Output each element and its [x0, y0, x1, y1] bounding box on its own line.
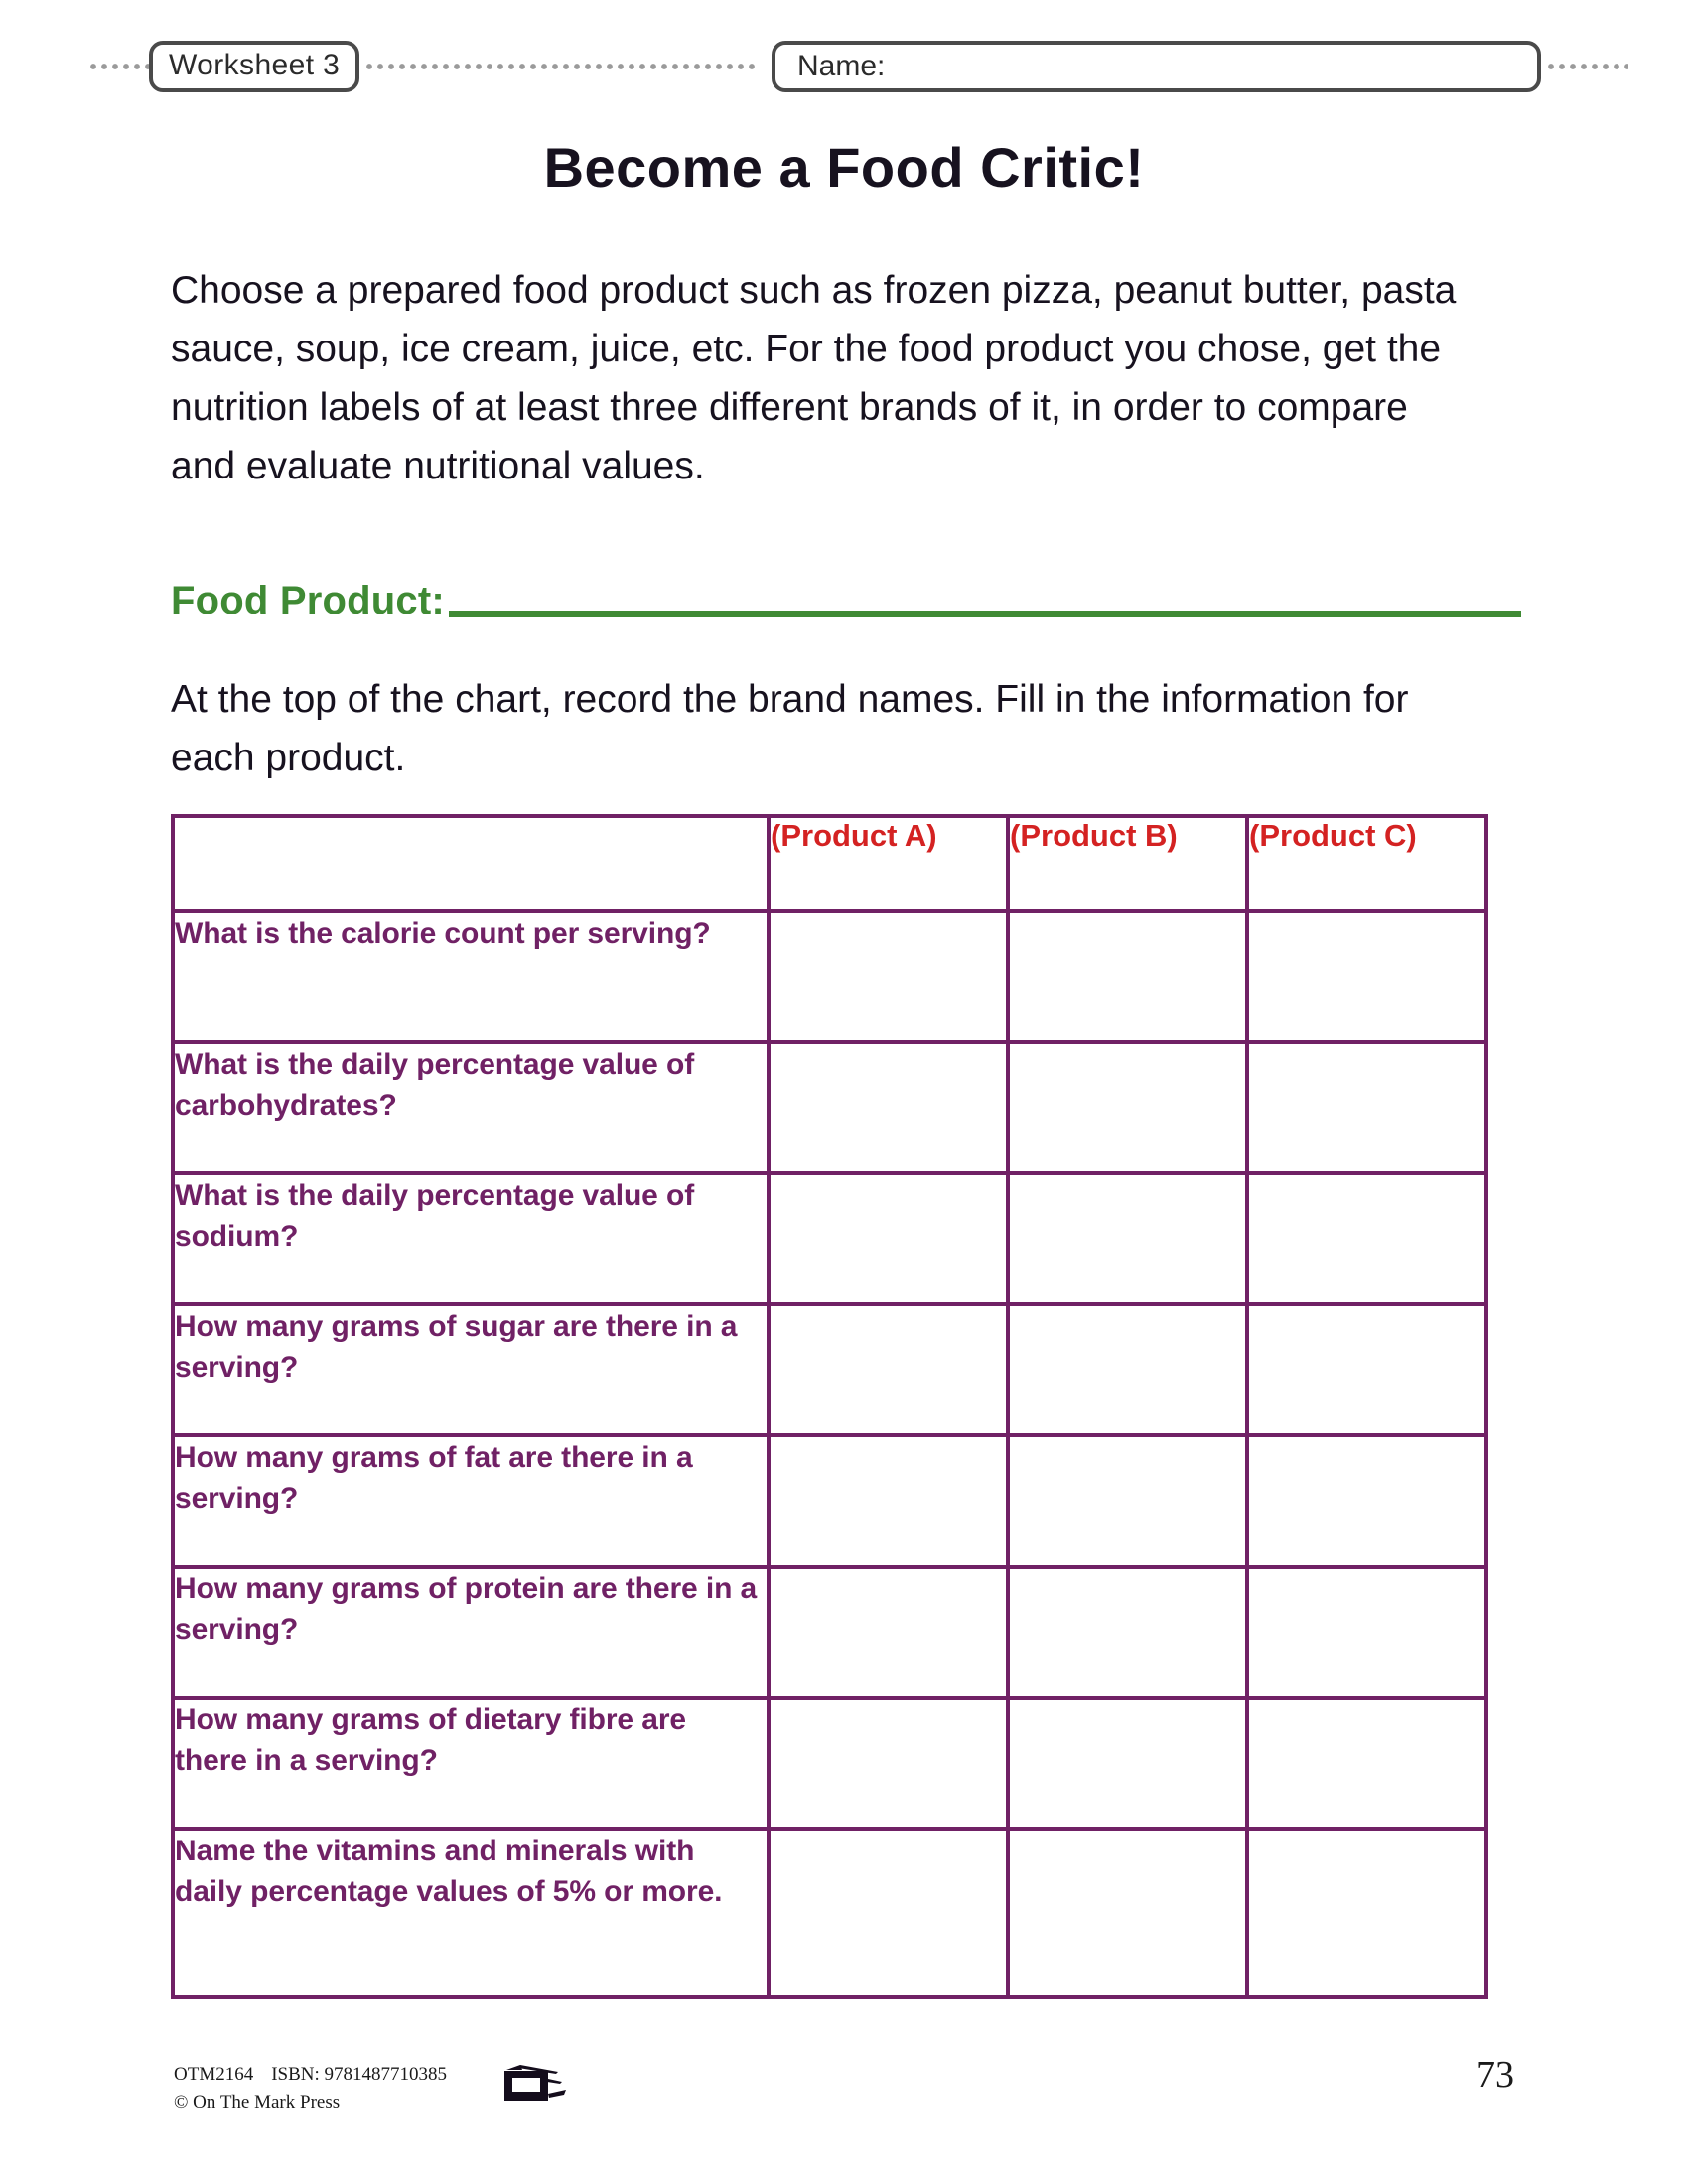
answer-cell-product-a[interactable] [769, 1173, 1008, 1304]
dotted-rule-right [1547, 63, 1628, 70]
row-question: Name the vitamins and minerals with daily percentage values of 5% or more. [173, 1829, 769, 1997]
table-row [173, 1567, 1486, 1698]
answer-cell-product-a[interactable] [769, 911, 1008, 1042]
table-header-row [173, 816, 1486, 911]
table-row [173, 1435, 1486, 1567]
footer-isbn: ISBN: 9781487710385 [271, 2064, 448, 2085]
table-row [173, 1042, 1486, 1173]
row-question: What is the calorie count per serving? [173, 911, 769, 1042]
footer-product-code: OTM2164 [174, 2064, 254, 2085]
answer-cell-product-c[interactable] [1247, 1829, 1486, 1997]
answer-cell-product-a[interactable] [769, 1567, 1008, 1698]
intro-paragraph: Choose a prepared food product such as frozen pizza, peanut butter, pasta sauce, soup, ice cream, juice, etc. For the food product you chose, get the nutrition labels of at least three different brands of it, in order to compare and evaluate nutritional values. [171, 269, 1457, 487]
row-question: How many grams of fat are there in a serving? [173, 1435, 769, 1567]
page-number: 73 [1477, 2054, 1514, 2096]
table-row [173, 1173, 1486, 1304]
dotted-rule-left [89, 63, 149, 70]
footer-copyright: © On The Mark Press [174, 2092, 341, 2113]
answer-cell-product-b[interactable] [1008, 1435, 1247, 1567]
dotted-rule-middle [365, 63, 760, 70]
answer-cell-product-b[interactable] [1008, 1567, 1247, 1698]
column-header-product-c: (Product C) [1247, 816, 1486, 911]
answer-cell-product-a[interactable] [769, 1829, 1008, 1997]
table-row [173, 911, 1486, 1042]
answer-cell-product-c[interactable] [1247, 1567, 1486, 1698]
answer-cell-product-c[interactable] [1247, 1304, 1486, 1435]
answer-cell-product-a[interactable] [769, 1698, 1008, 1829]
column-header-product-b: (Product B) [1008, 816, 1247, 911]
row-question: What is the daily percentage value of sodium? [173, 1173, 769, 1304]
name-field[interactable] [772, 41, 1541, 92]
answer-cell-product-a[interactable] [769, 1304, 1008, 1435]
answer-cell-product-a[interactable] [769, 1435, 1008, 1567]
column-header-question [173, 816, 769, 911]
on-the-mark-press-logo-icon [496, 2061, 568, 2109]
page-title: Become a Food Critic! [543, 136, 1145, 199]
answer-cell-product-c[interactable] [1247, 911, 1486, 1042]
row-question: How many grams of protein are there in a serving? [173, 1567, 769, 1698]
answer-cell-product-c[interactable] [1247, 1698, 1486, 1829]
answer-cell-product-b[interactable] [1008, 911, 1247, 1042]
answer-cell-product-b[interactable] [1008, 1042, 1247, 1173]
answer-cell-product-c[interactable] [1247, 1042, 1486, 1173]
worksheet-number-badge: Worksheet 3 [149, 41, 359, 93]
row-question: How many grams of dietary fibre are there in a serving? [173, 1698, 769, 1829]
nutrition-comparison-table [171, 814, 1488, 1999]
answer-cell-product-a[interactable] [769, 1042, 1008, 1173]
food-product-label: Food Product: [171, 579, 445, 622]
answer-cell-product-b[interactable] [1008, 1173, 1247, 1304]
answer-cell-product-c[interactable] [1247, 1435, 1486, 1567]
food-product-row [171, 579, 1521, 623]
row-question: How many grams of sugar are there in a serving? [173, 1304, 769, 1435]
answer-cell-product-b[interactable] [1008, 1829, 1247, 1997]
food-product-write-line[interactable] [449, 611, 1521, 617]
answer-cell-product-b[interactable] [1008, 1304, 1247, 1435]
chart-instruction: At the top of the chart, record the brand names. Fill in the information for each product. [171, 678, 1409, 779]
page-footer [0, 2045, 1688, 2184]
name-field-label: Name: [797, 50, 886, 82]
answer-cell-product-c[interactable] [1247, 1173, 1486, 1304]
table-row [173, 1698, 1486, 1829]
footer-imprint [174, 2061, 447, 2116]
answer-cell-product-b[interactable] [1008, 1698, 1247, 1829]
table-row [173, 1304, 1486, 1435]
page-header [89, 38, 1628, 95]
column-header-product-a: (Product A) [769, 816, 1008, 911]
row-question: What is the daily percentage value of carbohydrates? [173, 1042, 769, 1173]
table-row [173, 1829, 1486, 1997]
comparison-chart [171, 814, 1486, 1999]
